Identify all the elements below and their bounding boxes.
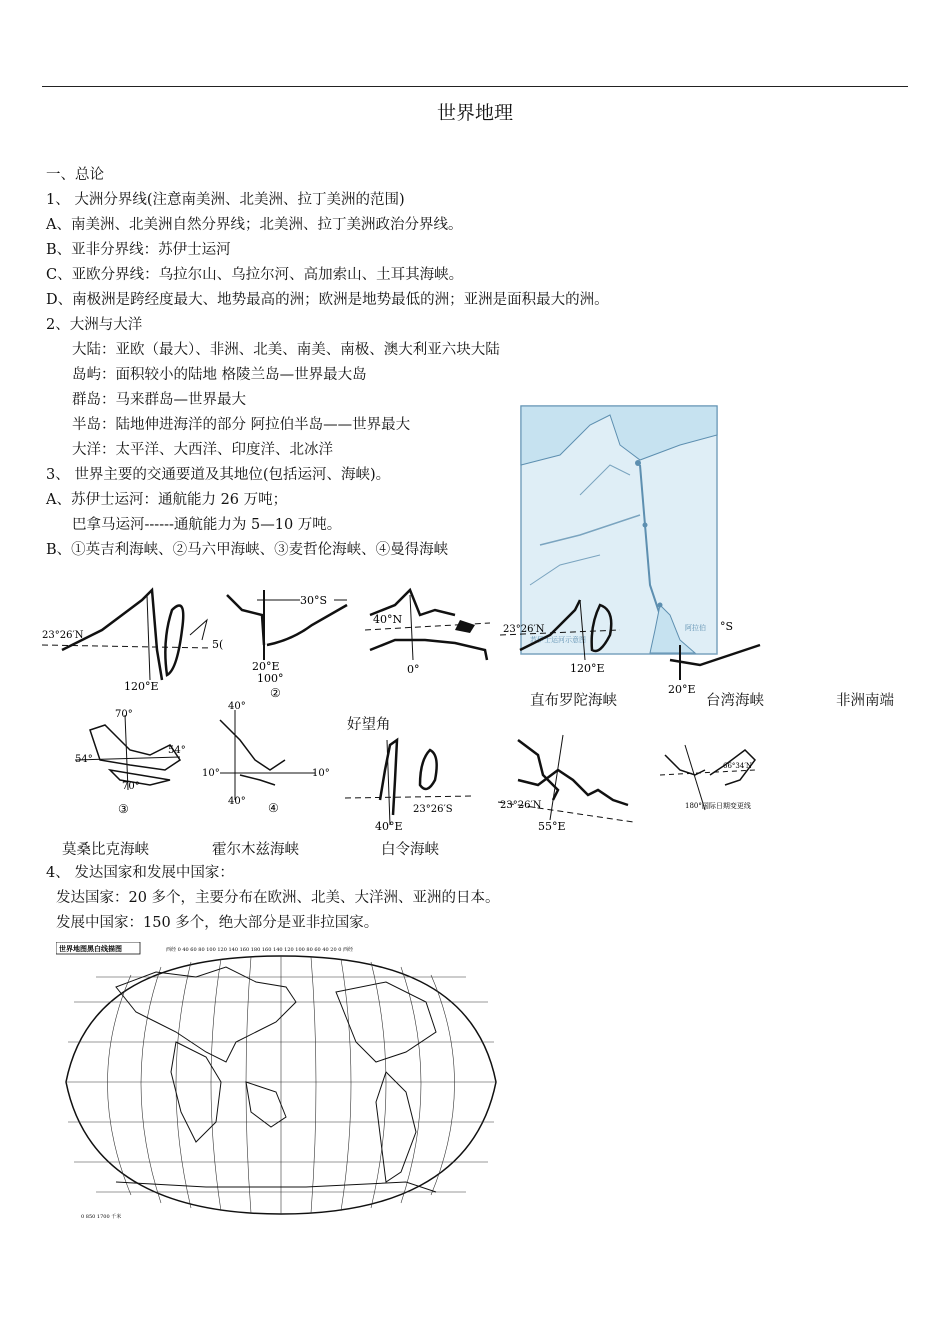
strait-diagram-1 bbox=[42, 580, 232, 695]
d2-lon2: 100° bbox=[257, 672, 284, 685]
d7-a: 40° bbox=[228, 701, 246, 712]
text-line: A、苏伊士运河：通航能力 26 万吨； bbox=[46, 492, 288, 508]
d10-lon: 180°国际日期变更线 bbox=[685, 802, 751, 810]
text-line: 群岛：马来群岛—世界最大 bbox=[72, 392, 246, 408]
d7-c: 10° bbox=[312, 768, 330, 779]
text-line: B、①英吉利海峡、②马六甲海峡、③麦哲伦海峡、④曼得海峡 bbox=[46, 542, 449, 558]
map-title: 世界地图黑白线描图 bbox=[59, 944, 122, 953]
caption-taiwan: 台湾海峡 bbox=[706, 693, 764, 709]
text-line: 发展中国家：150 多个，绝大部分是亚非拉国家。 bbox=[56, 915, 379, 931]
d8-lat: 23°26′S bbox=[413, 804, 453, 815]
text-line: B、亚非分界线：苏伊士运河 bbox=[46, 242, 231, 258]
d5-lon: 20°E bbox=[668, 683, 696, 695]
strait-diagram-2 bbox=[222, 585, 362, 700]
d7-num: ④ bbox=[268, 801, 279, 815]
d2-lat: 30°S bbox=[300, 594, 328, 607]
d1-num: 5( bbox=[212, 638, 224, 651]
strait-diagram-3 bbox=[365, 585, 495, 675]
text-line: 大陆：亚欧（最大）、非洲、北美、南美、南极、澳大利亚六块大陆 bbox=[72, 342, 500, 358]
suez-city: 阿拉伯 bbox=[685, 624, 706, 632]
caption-gibraltar: 直布罗陀海峡 bbox=[530, 693, 617, 709]
d7-d: 40° bbox=[228, 796, 246, 807]
d6-d: 70° bbox=[122, 781, 140, 792]
caption-good-hope: 好望角 bbox=[347, 717, 391, 733]
text-line: D、南极洲是跨经度最大、地势最高的洲；欧洲是地势最低的洲；亚洲是面积最大的洲。 bbox=[46, 292, 609, 308]
d7-b: 10° bbox=[202, 768, 220, 779]
section-heading: 一、总论 bbox=[46, 167, 104, 183]
text-line: A、南美洲、北美洲自然分界线；北美洲、拉丁美洲政治分界线。 bbox=[46, 217, 463, 233]
text-line: 半岛：陆地伸进海洋的部分 阿拉伯半岛——世界最大 bbox=[72, 417, 411, 433]
d9-lat: 23°26′N bbox=[500, 800, 542, 811]
strait-diagram-10 bbox=[655, 740, 765, 820]
text-line: 大洋：太平洋、大西洋、印度洋、北冰洋 bbox=[72, 442, 333, 458]
suez-caption: 苏伊士运河示意图 bbox=[530, 636, 586, 644]
strait-diagram-7 bbox=[200, 700, 335, 820]
d2-lon: 20°E bbox=[252, 660, 280, 673]
d3-lon: 0° bbox=[407, 663, 420, 675]
d4-lon: 120°E bbox=[570, 662, 605, 675]
strait-diagram-8 bbox=[345, 730, 480, 835]
d1-lon: 120°E bbox=[124, 680, 159, 693]
d6-a: 70° bbox=[115, 709, 133, 720]
d6-c: 54° bbox=[75, 754, 93, 765]
text-line: 1、 大洲分界线(注意南美洲、北美洲、拉丁美洲的范围) bbox=[46, 192, 405, 208]
d2-num: ② bbox=[270, 686, 281, 700]
d1-lat: 23°26′N bbox=[42, 630, 84, 641]
text-line: 岛屿：面积较小的陆地 格陵兰岛—世界最大岛 bbox=[72, 367, 367, 383]
text-line: C、亚欧分界线：乌拉尔山、乌拉尔河、高加索山、土耳其海峡。 bbox=[46, 267, 464, 283]
text-line: 发达国家：20 多个，主要分布在欧洲、北美、大洋洲、亚洲的日本。 bbox=[56, 890, 500, 906]
top-rule bbox=[42, 86, 908, 87]
text-line: 2、大洲与大洋 bbox=[46, 317, 143, 333]
map-top-scale: 西经 0 40 60 80 100 120 140 160 180 160 140 120 100 80 60 40 20 0 西经 bbox=[166, 947, 353, 953]
strait-diagram-5 bbox=[660, 615, 770, 695]
text-line: 巴拿马运河------通航能力为 5—10 万吨。 bbox=[72, 517, 342, 533]
caption-bering: 白令海峡 bbox=[381, 842, 439, 858]
d3-lat: 40°N bbox=[373, 613, 403, 626]
strait-diagram-9 bbox=[498, 730, 638, 835]
world-map bbox=[56, 942, 506, 1227]
d10-lat: 66°34′N bbox=[723, 762, 753, 770]
strait-diagram-6 bbox=[70, 705, 200, 820]
d6-b: 54° bbox=[168, 745, 186, 756]
caption-south-africa: 非洲南端 bbox=[836, 693, 894, 709]
d9-lon: 55°E bbox=[538, 820, 566, 833]
page-title: 世界地理 bbox=[436, 102, 513, 124]
d6-num: ③ bbox=[118, 802, 129, 816]
text-line: 3、 世界主要的交通要道及其地位(包括运河、海峡)。 bbox=[46, 467, 391, 483]
caption-hormuz: 霍尔木兹海峡 bbox=[212, 842, 299, 858]
map-scale: 0 850 1700 千米 bbox=[81, 1214, 122, 1220]
d5-lat: °S bbox=[720, 620, 734, 633]
d8-lon: 40°E bbox=[375, 820, 403, 833]
d4-lat: 23°26′N bbox=[503, 624, 545, 635]
caption-mozambique: 莫桑比克海峡 bbox=[62, 842, 149, 858]
text-line: 4、 发达国家和发展中国家： bbox=[46, 865, 234, 881]
strait-diagram-4 bbox=[500, 590, 625, 675]
